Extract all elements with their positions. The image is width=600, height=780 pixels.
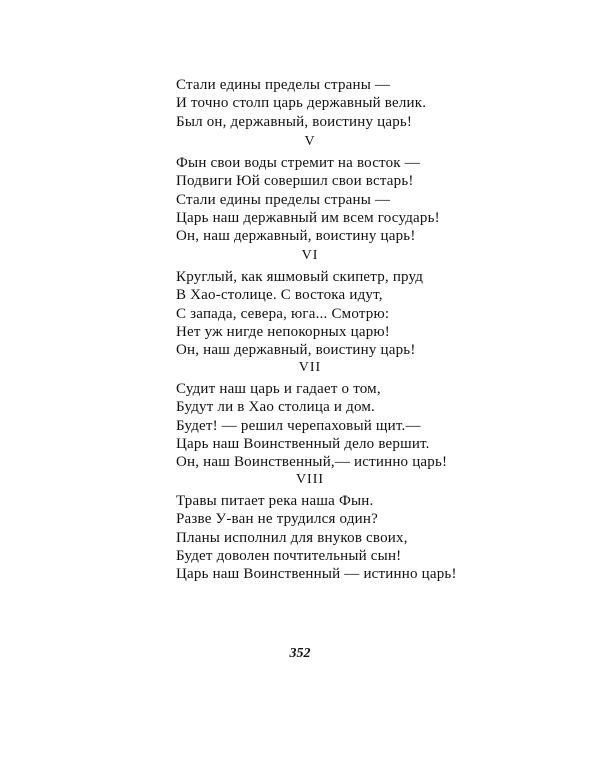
- stanza-viii: [176, 492, 457, 583]
- poem-line: Круглый, как яшмовый скипетр, пруд: [176, 269, 424, 285]
- poem-line: Царь наш державный им всем государь!: [176, 209, 440, 226]
- poem-line: Стали едины пределы страны —: [176, 191, 391, 208]
- poem-line: Судит наш царь и гадает о том,: [176, 381, 381, 397]
- section-heading-vii: VII: [298, 360, 322, 375]
- poem-line: Нет уж нигде непокорных царю!: [176, 323, 390, 340]
- section-heading-v: V: [304, 134, 316, 149]
- page-number: 352: [289, 646, 311, 661]
- section-heading-viii: VIII: [295, 472, 325, 487]
- poem-line: Стали едины пределы страны —: [176, 77, 391, 93]
- stanza-v: [176, 154, 440, 245]
- poem-line: Подвиги Юй совершил свои встарь!: [176, 173, 414, 190]
- stanza-continuation: [176, 76, 426, 131]
- poem-line: И точно столп царь державный велик.: [176, 95, 427, 112]
- poem-line: Он, наш державный, воистину царь!: [176, 342, 416, 359]
- poem-line: Был он, державный, воистину царь!: [176, 113, 413, 130]
- poem-line: Он, наш Воинственный,— истинно царь!: [176, 454, 448, 471]
- poem-line: Разве У-ван не трудился один?: [176, 511, 378, 528]
- poem-line: Планы исполнил для внуков своих,: [176, 529, 408, 546]
- poem-line: С запада, севера, юга... Смотрю:: [176, 305, 390, 322]
- poem-line: Будет! — решил черепаховый щит.—: [176, 417, 421, 434]
- poem-line: Царь наш Воинственный — истинно царь!: [176, 566, 457, 583]
- section-heading-vi: VI: [301, 248, 319, 263]
- poem-line: Фын свои воды стремит на восток —: [176, 155, 420, 171]
- poem-line: Будет доволен почтительный сын!: [176, 547, 402, 564]
- poem-line: Будут ли в Хао столица и дом.: [176, 399, 375, 416]
- stanza-vii: [176, 380, 447, 471]
- poem-line: Он, наш державный, воистину царь!: [176, 228, 416, 245]
- stanza-vi: [176, 268, 423, 359]
- poem-line: Царь наш Воинственный дело вершит.: [176, 435, 430, 452]
- poem-line: В Хао-столице. С востока идут,: [176, 287, 383, 304]
- poem-line: Травы питает река наша Фын.: [176, 493, 374, 509]
